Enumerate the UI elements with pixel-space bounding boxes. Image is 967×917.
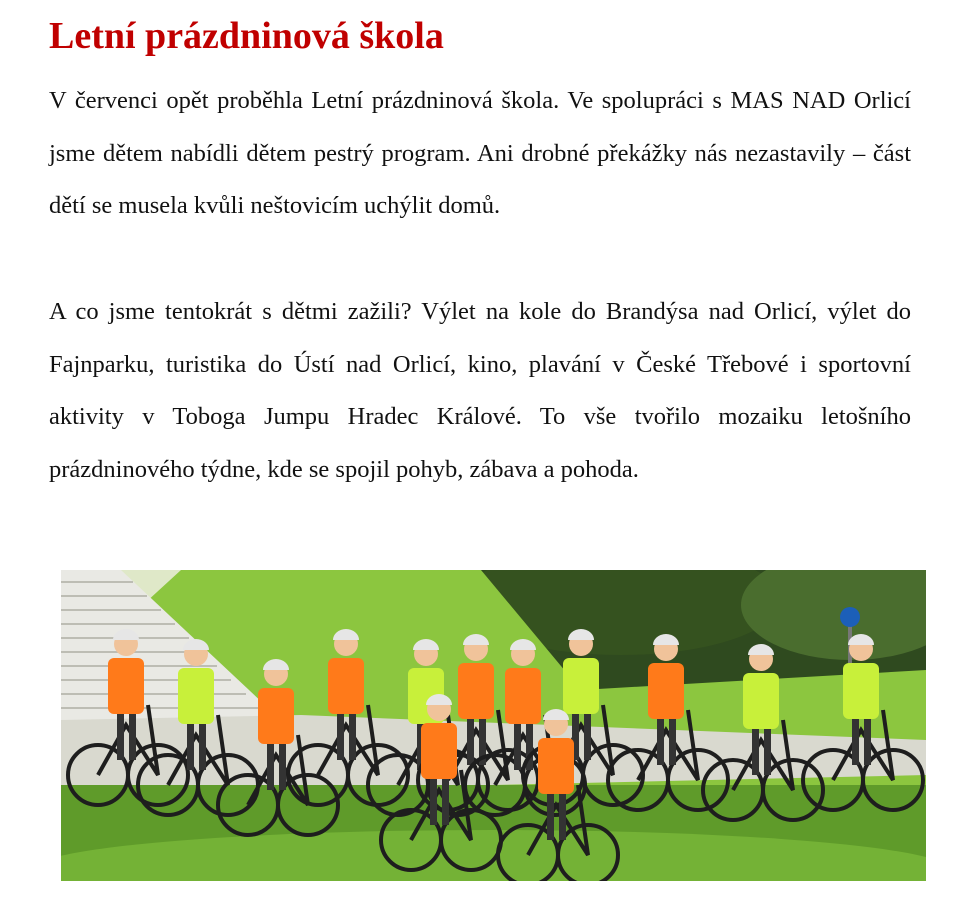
child-vest	[421, 723, 457, 779]
child-leg	[430, 775, 437, 825]
child-vest	[505, 668, 541, 724]
child-leg	[267, 740, 274, 790]
child-leg	[467, 715, 474, 765]
child-leg	[514, 720, 521, 770]
child-leg	[547, 790, 554, 840]
child-vest	[743, 673, 779, 729]
child-vest	[563, 658, 599, 714]
child-leg	[657, 715, 664, 765]
article-paragraph-1: V červenci opět proběhla Letní prázdninová škola. Ve spolupráci s MAS NAD Orlicí jsme dětem nabídli dětem pestrý program. Ani drobné překážky nás nezastavily – část dětí se musela kvůli neštovicím uchýlit domů.	[49, 87, 911, 219]
child-leg	[349, 710, 356, 760]
child-leg	[559, 790, 566, 840]
child-leg	[442, 775, 449, 825]
child-vest	[178, 668, 214, 724]
child-vest	[328, 658, 364, 714]
child-vest	[258, 688, 294, 744]
photo-sign	[840, 607, 860, 627]
article-title: Letní prázdninová škola	[49, 15, 444, 57]
child-leg	[187, 720, 194, 770]
child-leg	[852, 715, 859, 765]
child-leg	[864, 715, 871, 765]
child-vest	[458, 663, 494, 719]
child-leg	[584, 710, 591, 760]
child-leg	[337, 710, 344, 760]
child-vest	[108, 658, 144, 714]
child-vest	[843, 663, 879, 719]
child-leg	[764, 725, 771, 775]
child-leg	[117, 710, 124, 760]
article-paragraph-2: A co jsme tentokrát s dětmi zažili? Výlet na kole do Brandýsa nad Orlicí, výlet do Fajnparku, turistika do Ústí nad Orlicí, kino, plavání v České Třebové i sportovní aktivity v Toboga Jumpu Hradec Králové. To vše tvořilo mozaiku letošního prázdninového týdne, kde se spojil pohyb, zábava a pohoda.	[49, 298, 911, 483]
child-vest	[538, 738, 574, 794]
child-leg	[669, 715, 676, 765]
child-leg	[279, 740, 286, 790]
child-leg	[129, 710, 136, 760]
child-vest	[648, 663, 684, 719]
photo-illustration	[61, 570, 926, 881]
child-leg	[752, 725, 759, 775]
group-photo-children-with-bicycles	[61, 570, 926, 881]
child-leg	[199, 720, 206, 770]
